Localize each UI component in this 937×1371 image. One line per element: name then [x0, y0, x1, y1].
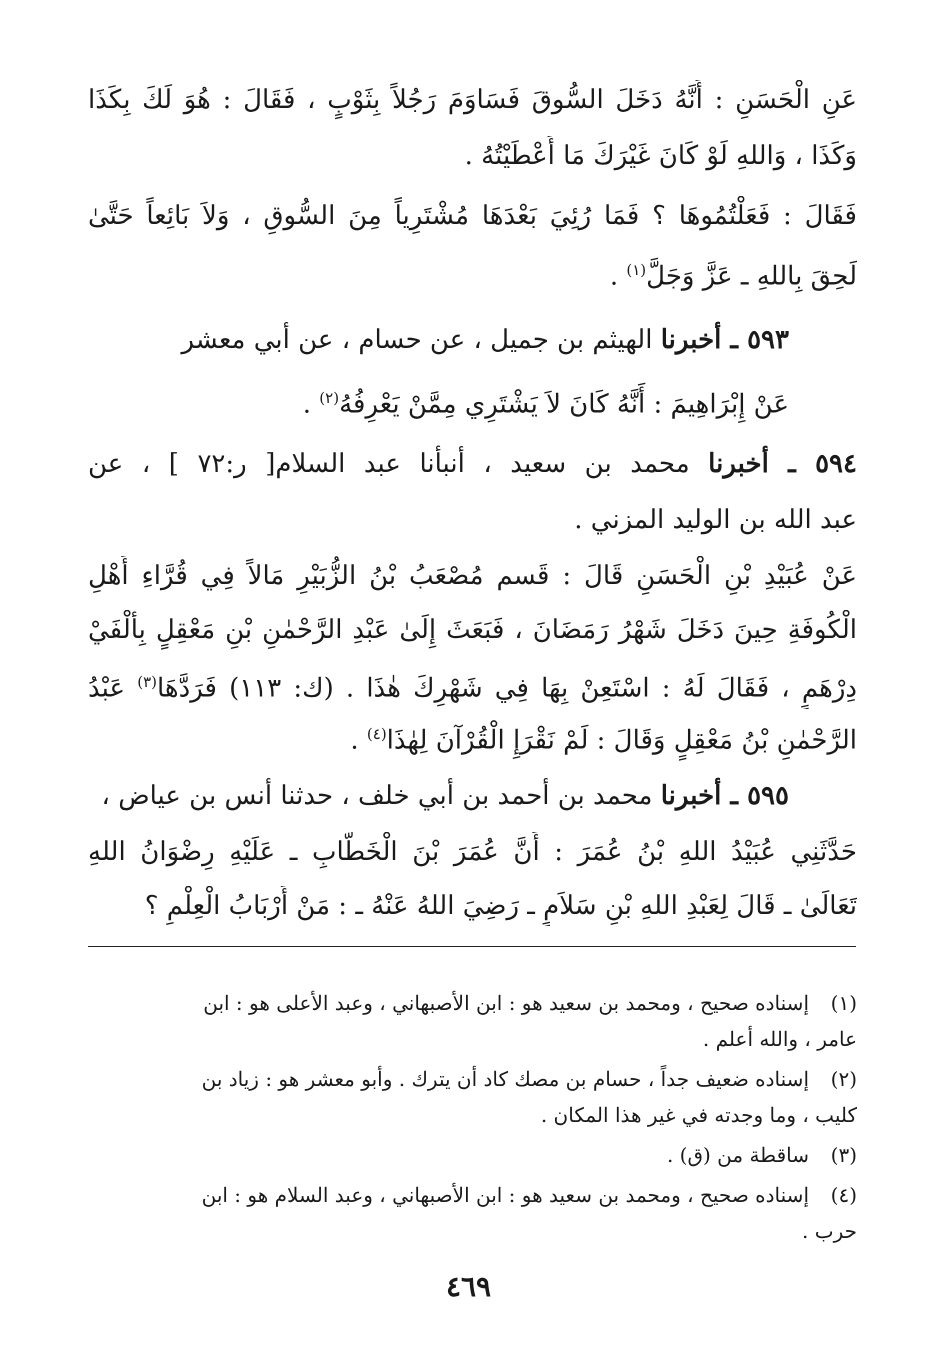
footnote-ref: (١) — [626, 261, 647, 279]
text-segment: الرَّحْمٰنِ بْنُ مَعْقِلٍ وَقَالَ : لَمْ نَقْرَإِ الْقُرْآنَ لِهٰذَا — [386, 725, 857, 756]
text-line: عَنْ عُبَيْدِ بْنِ الْحَسَنِ قَالَ : قَسم مُصْعَبُ بْنُ الزُّبَيْرِ مَالاً فِي قُرَّاءِ أَهْلِ — [88, 561, 857, 591]
footnote-4 — [88, 1180, 857, 1210]
hadith-number: ٥٩٥ ـ أخبرنا — [660, 781, 789, 811]
text-line — [88, 662, 857, 709]
hadith-594-heading — [88, 444, 857, 484]
text-line: تَعَالَىٰ ـ قَالَ لِعَبْدِ اللهِ بْنِ سَلاَمٍ ـ رَضِيَ اللهُ عَنْهُ ـ : مَنْ أَرْبَابُ الْعِلْمِ ؟ — [144, 891, 857, 921]
text-segment: عَبْدُ — [88, 673, 126, 704]
text-line: وَكَذَا ، وَاللهِ لَوْ كَانَ غَيْرَكَ مَا أَعْطَيْتُهُ . — [464, 141, 857, 171]
isnad-text: الهيثم بن جميل ، عن حسام ، عن أبي معشر — [181, 325, 653, 355]
text-line: عَنِ الْحَسَنِ : أَنَّهُ دَخَلَ السُّوقَ فَسَاوَمَ رَجُلاً بِثَوْبٍ ، فَقَالَ : هُوَ لَكَ بِكَذَا — [88, 85, 857, 115]
footnote-1-continued: عامر ، والله أعلم . — [702, 1027, 857, 1051]
footnote-mark: (١) — [830, 991, 857, 1015]
period: . — [302, 389, 320, 420]
text-line — [88, 378, 789, 425]
text-line — [88, 250, 857, 297]
hadith-593-heading — [88, 320, 789, 360]
footnote-2 — [88, 1064, 857, 1094]
hadith-number: ٥٩٣ ـ أخبرنا — [660, 325, 789, 355]
page-number: ٤٦٩ — [445, 1270, 492, 1303]
footnote-text: إسناده ضعيف جداً ، حسام بن مصك كاد أن يترك . وأبو معشر هو : زياد بن — [201, 1067, 809, 1091]
isnad-text: محمد بن أحمد بن أبي خلف ، حدثنا أنس بن عياض ، — [101, 781, 653, 811]
hadith-595-heading — [88, 776, 789, 816]
text-segment: عَنْ إِبْرَاهِيمَ : أَنَّهُ كَانَ لاَ يَشْتَرِي مِمَّنْ يَعْرِفُهُ — [339, 389, 789, 420]
footnote-text: إسناده صحيح ، ومحمد بن سعيد هو : ابن الأصبهاني ، وعبد السلام هو : ابن — [201, 1183, 809, 1207]
hadith-number: ٥٩٤ ـ أخبرنا — [708, 449, 857, 479]
footnote-2-continued: كليب ، وما وجدته في غير هذا المكان . — [540, 1103, 857, 1127]
text-segment: لَحِقَ بِاللهِ ـ عَزَّ وَجَلَّ — [646, 261, 857, 292]
footnote-4-continued: حرب . — [802, 1219, 857, 1243]
footnote-ref: (٤) — [366, 725, 387, 743]
footnote-mark: (٤) — [830, 1183, 857, 1207]
footnote-text: إسناده صحيح ، ومحمد بن سعيد هو : ابن الأصبهاني ، وعبد الأعلى هو : ابن — [203, 991, 809, 1015]
footnote-mark: (٢) — [830, 1067, 857, 1091]
footnote-1 — [88, 988, 857, 1018]
period: . — [350, 725, 367, 756]
isnad-text: محمد بن سعيد ، أنبأنا عبد السلام[ ر:٧٢ ] ، عن — [88, 449, 690, 479]
footnote-mark: (٣) — [830, 1143, 857, 1167]
footnote-ref: (٢) — [319, 389, 340, 407]
footnote-text: ساقطة من (ق) . — [666, 1143, 809, 1167]
period: . — [609, 261, 627, 292]
text-line: حَدَّثَنِي عُبَيْدُ اللهِ بْنُ عُمَرَ : أَنَّ عُمَرَ بْنَ الْخَطَّابِ ـ عَلَيْهِ رِضْوَانُ اللهِ — [88, 837, 857, 867]
text-line: الْكُوفَةِ حِينَ دَخَلَ شَهْرُ رَمَضَانَ ، فَبَعَثَ إِلَىٰ عَبْدِ الرَّحْمٰنِ بْنِ مَعْقِلٍ بِأَلْفَيْ — [88, 615, 857, 645]
footnote-divider — [88, 946, 856, 947]
footnote-3 — [88, 1140, 857, 1170]
text-segment: دِرْهَمٍ ، فَقَالَ لَهُ : اسْتَعِنْ بِهَا فِي شَهْرِكَ هٰذَا . (ك: ١١٣) فَرَدَّهَا — [156, 673, 857, 704]
text-line: عبد الله بن الوليد المزني . — [574, 505, 857, 535]
text-line — [88, 714, 857, 761]
footnote-ref: (٣) — [137, 673, 157, 691]
text-line: فَقَالَ : فَعَلْتُمُوهَا ؟ فَمَا رُئِيَ بَعْدَهَا مُشْتَرِياً مِنَ السُّوقِ ، وَلاَ بَائِعاً حَتَّىٰ — [88, 201, 857, 231]
